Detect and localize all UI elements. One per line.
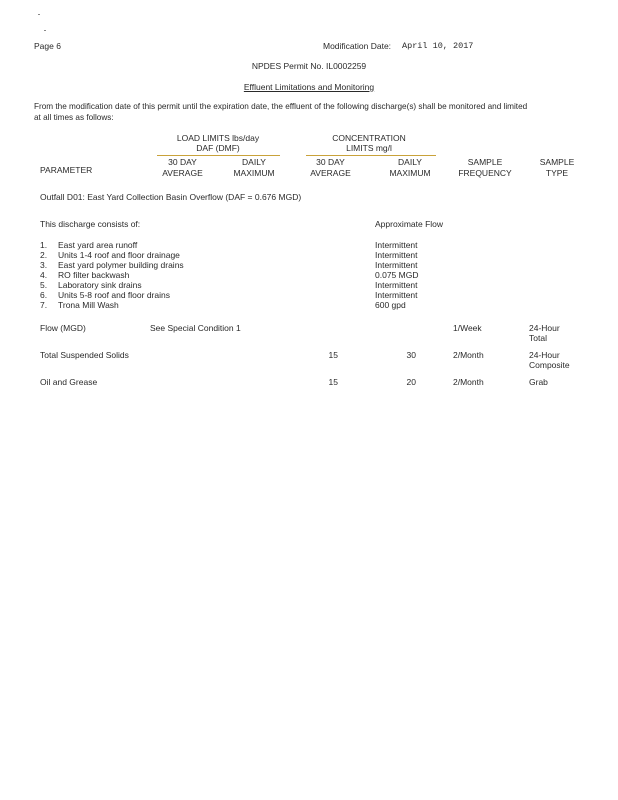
- type-value: 24-Hour: [529, 350, 560, 360]
- load-limits-subtitle: DAF (DMF): [196, 143, 240, 153]
- frequency-header: SAMPLE: [467, 157, 503, 167]
- concentration-subtitle: LIMITS mg/l: [346, 143, 392, 153]
- list-item: Trona Mill Wash: [58, 300, 119, 310]
- conc-30day-header: 30 DAY: [316, 157, 345, 167]
- list-item: East yard area runoff: [58, 240, 138, 250]
- permit-number: NPDES Permit No. IL0002259: [251, 61, 367, 71]
- modification-date-value: April 10, 2017: [402, 41, 474, 51]
- conc-daily-header-sub: MAXIMUM: [389, 168, 431, 178]
- concentration-title: CONCENTRATION: [332, 133, 406, 143]
- conc-daily-value: 20: [406, 377, 416, 387]
- load-daily-header-sub: MAXIMUM: [233, 168, 275, 178]
- frequency-value: 1/Week: [453, 323, 482, 333]
- conc-30day-value: 15: [328, 350, 338, 360]
- conc-30day-value: 15: [328, 377, 338, 387]
- list-item-num: 2.: [40, 250, 48, 260]
- intro-text: From the modification date of this permit until the expiration date, the effluent of the following discharge(s) shall be monitored and limited: [34, 102, 528, 111]
- load-30day-header-sub: AVERAGE: [162, 168, 203, 178]
- load-limits-title: LOAD LIMITS lbs/day: [176, 133, 260, 143]
- page-label: Page 6: [34, 41, 61, 51]
- load-limits-rule: [157, 155, 280, 156]
- list-item-num: 7.: [40, 300, 48, 310]
- type-header-sub: TYPE: [545, 168, 569, 178]
- list-item-flow: Intermittent: [375, 280, 418, 290]
- list-item: East yard polymer building drains: [58, 260, 184, 270]
- conc-30day-header-sub: AVERAGE: [310, 168, 351, 178]
- list-item-flow: Intermittent: [375, 260, 418, 270]
- type-value: Grab: [529, 377, 548, 387]
- parameter-name: Oil and Grease: [40, 377, 98, 387]
- list-item: Laboratory sink drains: [58, 280, 142, 290]
- list-item-flow: Intermittent: [375, 250, 418, 260]
- scan-mark: [38, 14, 40, 15]
- parameter-name: Total Suspended Solids: [40, 350, 129, 360]
- section-title: Effluent Limitations and Monitoring: [243, 82, 375, 92]
- frequency-value: 2/Month: [453, 377, 484, 387]
- list-item: Units 5-8 roof and floor drains: [58, 290, 170, 300]
- frequency-header-sub: FREQUENCY: [458, 168, 512, 178]
- list-item-num: 6.: [40, 290, 48, 300]
- modification-date-label: Modification Date:: [323, 41, 392, 51]
- frequency-value: 2/Month: [453, 350, 484, 360]
- list-item-num: 3.: [40, 260, 48, 270]
- discharge-intro: This discharge consists of:: [40, 219, 141, 229]
- intro-text-cont: at all times as follows:: [34, 113, 114, 122]
- list-item-flow: Intermittent: [375, 240, 418, 250]
- parameter-header: PARAMETER: [40, 165, 93, 175]
- conc-daily-header: DAILY: [398, 157, 422, 167]
- list-item-flow: Intermittent: [375, 290, 418, 300]
- list-item: Units 1-4 roof and floor drainage: [58, 250, 180, 260]
- scan-mark: [44, 30, 46, 31]
- list-item-num: 4.: [40, 270, 48, 280]
- list-item-flow: 600 gpd: [375, 300, 406, 310]
- list-item-num: 5.: [40, 280, 48, 290]
- type-value: 24-Hour: [529, 323, 560, 333]
- outfall-title: Outfall D01: East Yard Collection Basin Overflow (DAF = 0.676 MGD): [40, 192, 302, 202]
- list-item-flow: 0.075 MGD: [375, 270, 419, 280]
- approx-flow-label: Approximate Flow: [375, 219, 444, 229]
- load-30day-header: 30 DAY: [168, 157, 197, 167]
- load-daily-header: DAILY: [242, 157, 266, 167]
- conc-daily-value: 30: [406, 350, 416, 360]
- concentration-rule: [306, 155, 436, 156]
- type-value-sub: Composite: [529, 360, 570, 370]
- type-value-sub: Total: [529, 333, 547, 343]
- type-header: SAMPLE: [539, 157, 575, 167]
- list-item: RO filter backwash: [58, 270, 130, 280]
- list-item-num: 1.: [40, 240, 48, 250]
- parameter-name: Flow (MGD): [40, 323, 86, 333]
- parameter-note: See Special Condition 1: [150, 323, 241, 333]
